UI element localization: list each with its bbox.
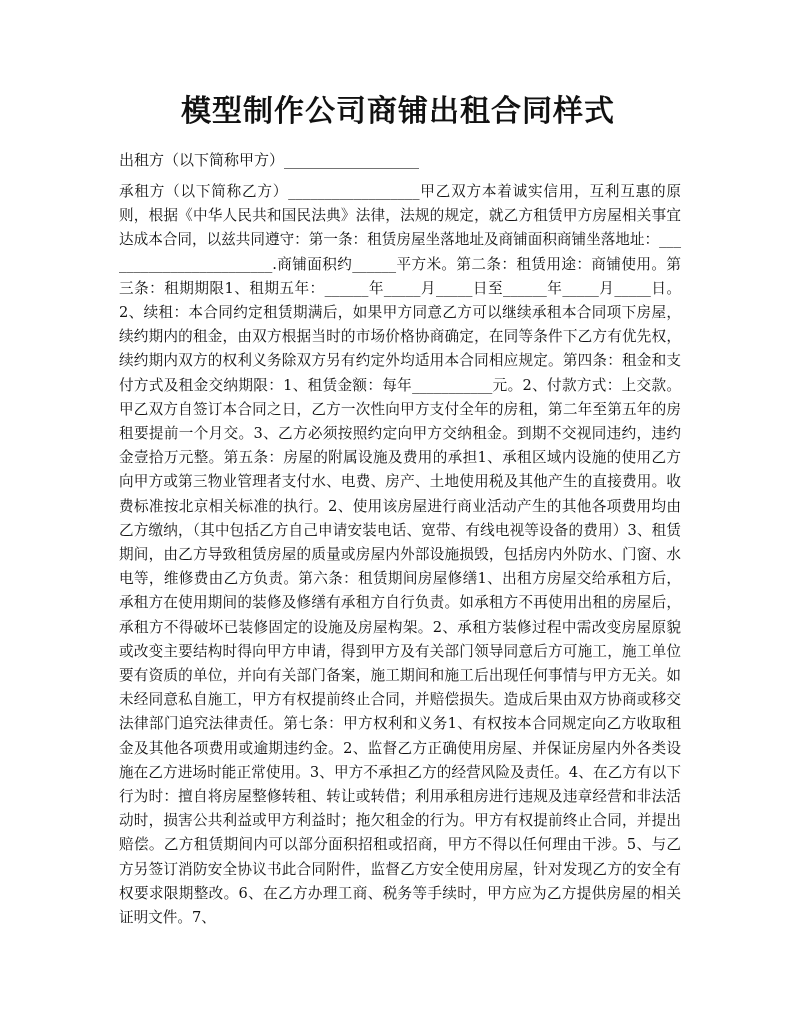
lessor-line: 出租方（以下简称甲方）__________________ (119, 151, 420, 169)
document-title: 模型制作公司商铺出租合同样式 (181, 94, 615, 129)
contract-body-text: 承租方（以下简称乙方）__________________甲乙双方本着诚实信用，互利互惠的原则，根据《中华人民共和国民法典》法律，法规的规定，就乙方租赁甲方房屋相关事宜达成本合同，以兹共同遵守：第一条：租赁房屋坐落地址及商铺面积商铺坐落地址：________________________.商铺面积约______平方米。第二条：租赁用途：商铺使用。第三条：租期期限1、租期五年：______年_____月_____日至______年_____月_____日。2、续租：本合同约定租赁期满后，如果甲方同意乙方可以继续承租本合同项下房屋，续约期内的租金，由双方根据当时的市场价格协商确定，在同等条件下乙方有优先权，续约期内双方的权利义务除双方另有约定外均适用本合同相应规定。第四条：租金和支付方式及租金交纳期限：1、租赁金额：每年___________元。2、付款方式：上交款。甲乙双方自签订本合同之日，乙方一次性向甲方支付全年的房租，第二年至第五年的房租要提前一个月交。3、乙方必须按照约定向甲方交纳租金。到期不交视同违约，违约金壹拾万元整。第五条：房屋的附属设施及费用的承担1、承租区域内设施的使用乙方向甲方或第三物业管理者支付水、电费、房产、土地使用税及其他产生的直接费用。收费标准按北京相关标准的执行。2、使用该房屋进行商业活动产生的其他各项费用均由乙方缴纳，（其中包括乙方自己申请安装电话、宽带、有线电视等设备的费用）3、租赁期间，由乙方导致租赁房屋的质量或房屋内外部设施损毁，包括房内外防水、门窗、水电等，维修费由乙方负责。第六条：租赁期间房屋修缮1、出租方房屋交给承租方后，承租方在使用期间的装修及修缮有承租方自行负责。如承租方不再使用出租的房屋后，承租方不得破坏已装修固定的设施及房屋构架。2、承租方装修过程中需改变房屋原貌或改变主要结构时得向甲方申请，得到甲方及有关部门领导同意后方可施工，施工单位要有资质的单位，并向有关部门备案，施工期间和施工后出现任何事情与甲方无关。如未经同意私自施工，甲方有权提前终止合同，并赔偿损失。造成后果由双方协商或移交法律部门追究法律责任。第七条：甲方权利和义务1、有权按本合同规定向乙方收取租金及其他各项费用或逾期违约金。2、监督乙方正确使用房屋、并保证房屋内外各类设施在乙方进场时能正常使用。3、甲方不承担乙方的经营风险及责任。4、在乙方有以下行为时：擅自将房屋整修转租、转让或转借；利用承租房进行违规及违章经营和非法活动时，损害公共利益或甲方利益时；拖欠租金的行为。甲方有权提前终止合同，并提出赔偿。乙方租赁期间内可以部分面积招租或招商，甲方不得以任何理由干涉。5、与乙方另签订消防安全协议书此合同附件，监督乙方安全使用房屋，针对发现乙方的安全有权要求限期整改。6、在乙方办理工商、税务等手续时，甲方应为乙方提供房屋的相关证明文件。7、 (119, 183, 681, 927)
